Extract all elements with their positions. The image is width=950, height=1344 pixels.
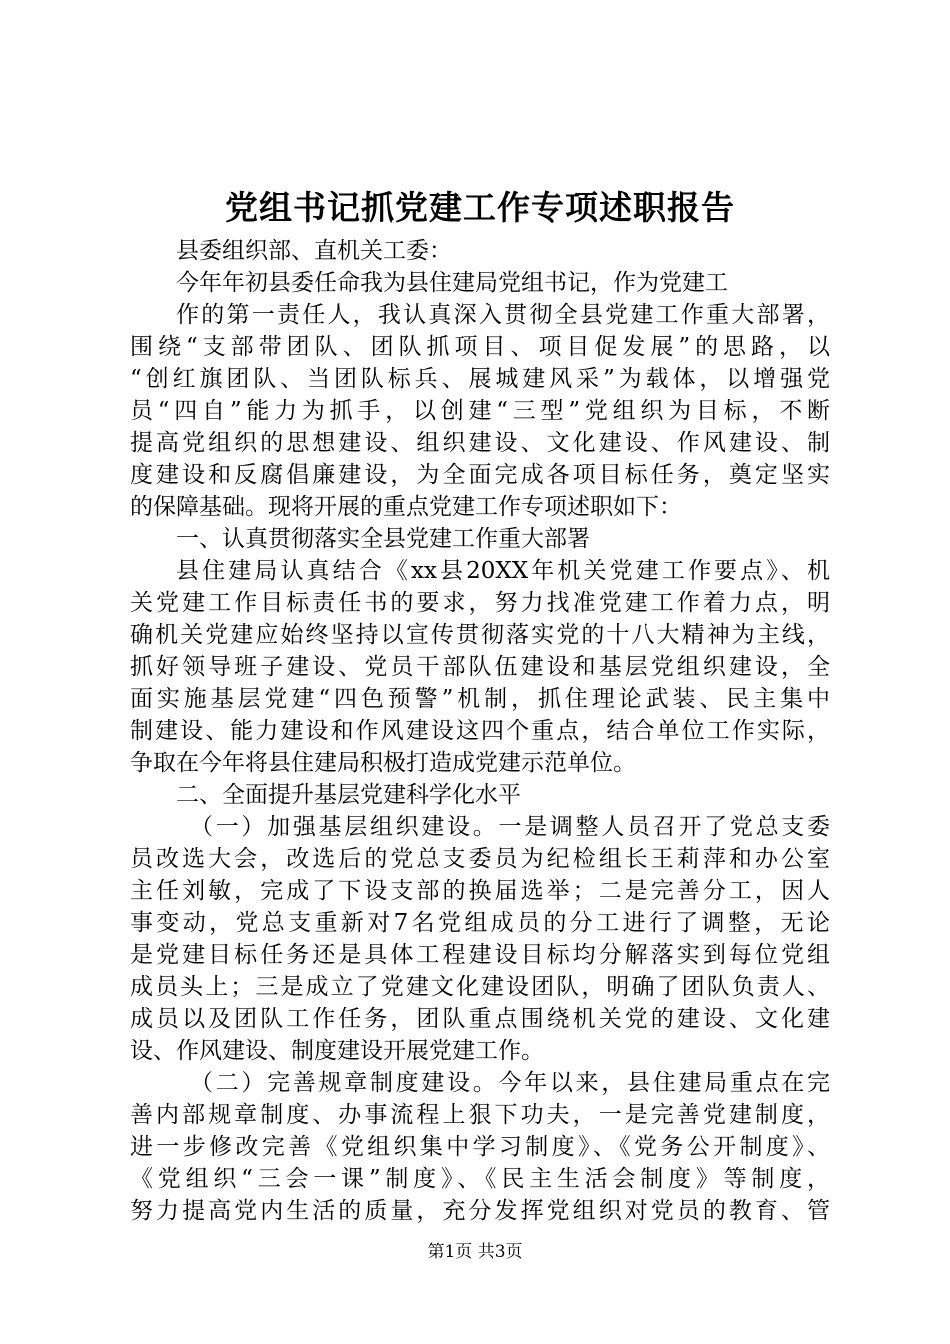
text-line: 设、作风建设、制度建设开展党建工作。 — [130, 1038, 544, 1064]
text-line: （二）完善规章制度建设。今年以来，县住建局重点在完 — [190, 1070, 830, 1096]
text-line: 善内部规章制度、办事流程上狠下功夫，一是完善党建制度， — [130, 1102, 830, 1128]
text-line: 进一步修改完善《党组织集中学习制度》、《党务公开制度》、 — [130, 1134, 830, 1160]
text-line: 是党建目标任务还是具体工程建设目标均分解落实到每位党组 — [130, 942, 830, 968]
text-line: 员“四自”能力为抓手，以创建“三型”党组织为目标，不断 — [130, 398, 830, 424]
text-line: 确机关党建应始终坚持以宣传贯彻落实党的十八大精神为主线， — [130, 622, 830, 648]
text-line: 作的第一责任人，我认真深入贯彻全县党建工作重大部署， — [176, 302, 830, 328]
section-heading-1 — [130, 523, 830, 555]
text-line: 事变动，党总支重新对7名党组成员的分工进行了调整，无论 — [130, 910, 830, 936]
text-line: 主任刘敏，完成了下设支部的换届选举；二是完善分工，因人 — [130, 878, 830, 904]
text-line: 成员以及团队工作任务，团队重点围绕机关党的建设、文化建 — [130, 1006, 830, 1032]
text-line: 的保障基础。现将开展的重点党建工作专项述职如下： — [130, 494, 682, 520]
text-line: 员改选大会，改选后的党总支委员为纪检组长王莉萍和办公室 — [130, 846, 830, 872]
text-line: 成员头上；三是成立了党建文化建设团队，明确了团队负责人、 — [130, 974, 830, 1000]
text-line: 今年年初县委任命我为县住建局党组书记，作为党建工 — [176, 270, 728, 296]
text-line: 县住建局认真结合《xx县20XX年机关党建工作要点》、机 — [176, 558, 830, 584]
paragraph-subsection-2 — [130, 1067, 830, 1227]
heading-line: 一、认真贯彻落实全县党建工作重大部署 — [176, 526, 590, 552]
text-line: 度建设和反腐倡廉建设，为全面完成各项目标任务，奠定坚实 — [130, 462, 830, 488]
heading-line: 二、全面提升基层党建科学化水平 — [176, 782, 521, 808]
text-line: “创红旗团队、当团队标兵、展城建风采”为载体，以增强党 — [130, 366, 830, 392]
text-line: 围绕“支部带团队、团队抓项目、项目促发展”的思路，以 — [130, 334, 830, 360]
text-line: 抓好领导班子建设、党员干部队伍建设和基层党组织建设，全 — [130, 654, 830, 680]
text-line: 努力提高党内生活的质量，充分发挥党组织对党员的教育、管 — [130, 1198, 830, 1224]
text-line: 制建设、能力建设和作风建设这四个重点，结合单位工作实际， — [130, 718, 830, 744]
text-line: 关党建工作目标责任书的要求，努力找准党建工作着力点，明 — [130, 590, 830, 616]
salutation: 县委组织部、直机关工委： — [176, 238, 452, 264]
paragraph-subsection-1 — [130, 811, 830, 1067]
document-body — [130, 235, 830, 1227]
page-footer: 第1页 共3页 — [427, 1242, 523, 1262]
section-heading-2 — [130, 779, 830, 811]
text-line: 争取在今年将县住建局积极打造成党建示范单位。 — [130, 750, 636, 776]
text-line: 面实施基层党建“四色预警”机制，抓住理论武装、民主集中 — [130, 686, 830, 712]
text-line: 《党组织“三会一课”制度》、《民主生活会制度》等制度， — [130, 1166, 830, 1192]
paragraph-intro — [130, 267, 830, 523]
paragraph-section-1 — [130, 555, 830, 779]
document-title: 党组书记抓党建工作专项述职报告 — [225, 188, 735, 227]
text-line: 提高党组织的思想建设、组织建设、文化建设、作风建设、制 — [130, 430, 830, 456]
text-line: （一）加强基层组织建设。一是调整人员召开了党总支委 — [190, 814, 830, 840]
